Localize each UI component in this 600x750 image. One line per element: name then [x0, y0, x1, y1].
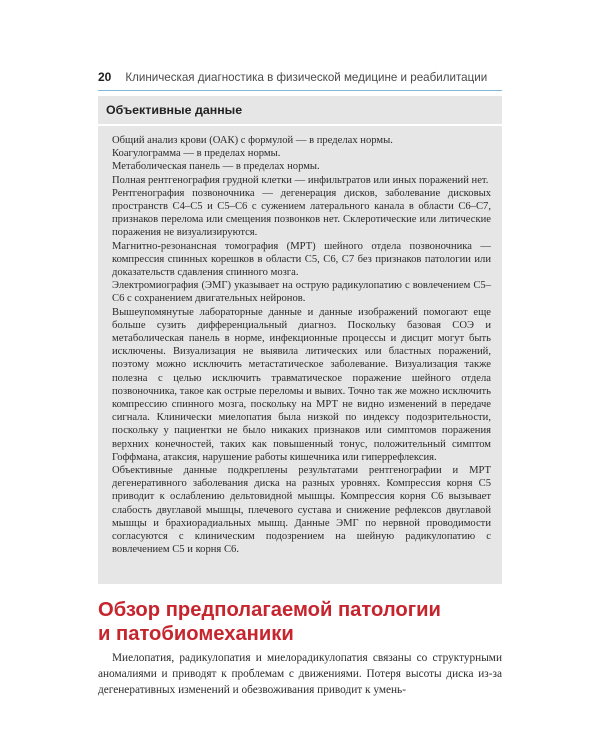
section-title [98, 598, 502, 646]
box-paragraph: Общий анализ крови (ОАК) с формулой — в пределах нормы. [112, 135, 393, 146]
running-head-title: Клиническая диагностика в физической медицине и реабилитации [125, 71, 488, 84]
running-head [98, 70, 502, 90]
header-rule [98, 90, 502, 91]
box-paragraph: Рентгенография позвоночника — дегенерация дисков, заболевание дисковых пространств С4–С5 и С5–С6 с сужением латерального канала в области С6–С7, признаков перелома или смещения позвонков нет. Склеротические или литические поражения не визуализируются. [112, 187, 491, 239]
section-body-paragraph: Миелопатия, радикулопатия и миелорадикулопатия связаны со структурными аномалиями и приводят к проблемам с движениями. Потеря высоты диска из-за дегенеративных изменений и обезвоживания приводит к умень- [98, 652, 502, 696]
box-paragraph: Полная рентгенография грудной клетки — инфильтратов или иных поражений нет. [112, 174, 489, 186]
box-body [98, 126, 502, 557]
box-heading: Объективные данные [98, 96, 502, 126]
section-title-line: и патобиомеханики [98, 623, 294, 645]
box-paragraph: Вышеупомянутые лабораторные данные и данные изображений помогают еще больше сузить дифференциальный диагноз. Поскольку базовая СОЭ и метаболическая панель в норме, инфекционные процессы и дисцит могут быть исключены. Визуализация не выявила литических или бластных поражений, поэтому можно исключить метастатическое заболевание. Визуализация также полезна с целью исключить травматическое поражение шейного отдела позвоночника, такое как острые переломы и вывих. Точно так же можно исключить компрессию спинного мозга, поскольку на МРТ не видно изменений в передаче сигнала. Клинически миелопатия была низкой по индексу подозрительности, поскольку у пациентки не было никаких признаков или симптомов поражения верхних конечностей, таких как повышенный тонус, положительный симптом Гоффмана, атаксия, нарушение работы кишечника или гиперрефлексия. [112, 306, 491, 463]
box-paragraph: Электромиография (ЭМГ) указывает на острую радикулопатию с вовлечением С5–С6 с сохранением двигательных нейронов. [112, 280, 491, 305]
objective-data-box [98, 96, 502, 584]
box-paragraph: Метаболическая панель — в пределах нормы. [112, 161, 320, 173]
box-paragraph: Коагулограмма — в пределах нормы. [112, 148, 281, 160]
section-title-line: Обзор предполагаемой патологии [98, 599, 441, 621]
box-paragraph: Магнитно-резонансная томография (МРТ) шейного отдела позвоночника — компрессия спинных корешков в области С5, С6, С7 без признаков патологии или доказательств сдавления спинного мозга. [112, 240, 491, 279]
box-paragraph: Объективные данные подкреплены результатами рентгенографии и МРТ дегенеративного заболевания диска на разных уровнях. Компрессия корня С5 приводит к ослаблению дельтовидной мышцы. Компрессия корня С6 вызывает слабость двуглавой мышцы, плечевого сустава и снижение рефлексов двуглавой мышцы и брахиорадиальных мышц. Данные ЭМГ по нервной проводимости согласуются с клиническим подозрением на шейную радикулопатию с вовлечением С5 и корня С6. [112, 465, 491, 556]
page-number: 20 [98, 70, 112, 84]
